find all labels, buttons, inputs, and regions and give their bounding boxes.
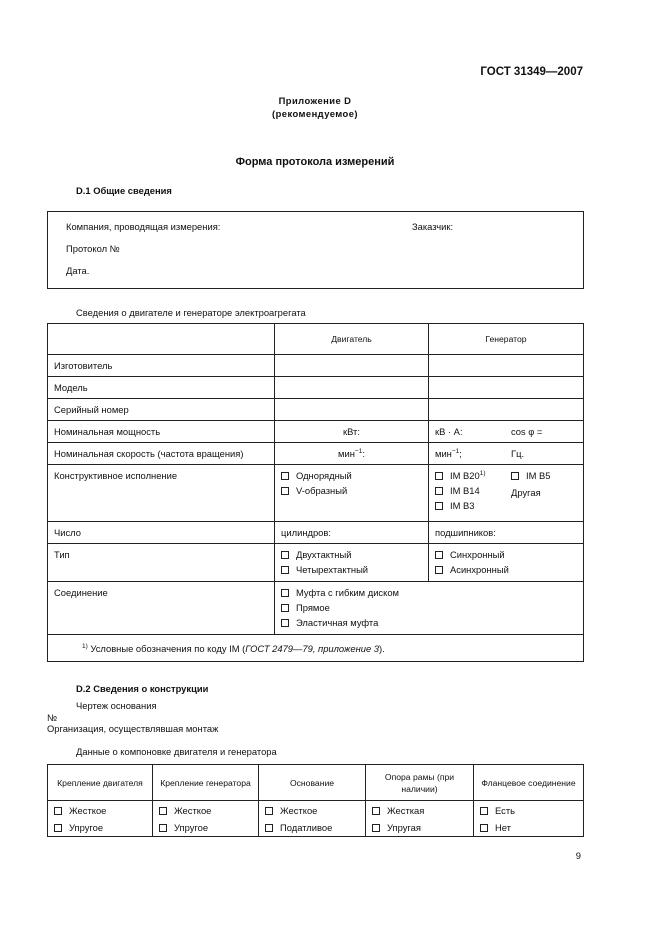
type-asynchronous-option[interactable]: Асинхронный xyxy=(435,564,577,575)
header-frame-support: Опора рамы (при наличии) xyxy=(366,765,474,801)
generator-mount-rigid-option[interactable]: Жесткое xyxy=(159,805,252,816)
section-d2-heading: D.2 Сведения о конструкции xyxy=(76,683,209,694)
header-engine: Двигатель xyxy=(275,324,429,355)
checkbox[interactable] xyxy=(435,502,443,510)
design-im-b3-option[interactable]: IM B3 xyxy=(435,500,577,511)
model-generator-cell xyxy=(429,377,584,399)
engine-mount-rigid-option[interactable]: Жесткое xyxy=(54,805,146,816)
checkbox[interactable] xyxy=(159,824,167,832)
frame-support-rigid-option[interactable]: Жесткая xyxy=(372,805,467,816)
connection-flex-disc-option[interactable]: Муфта с гибким диском xyxy=(281,587,577,598)
header-empty-cell xyxy=(48,324,275,355)
design-other-label: Другая xyxy=(511,487,541,498)
checkbox[interactable] xyxy=(265,807,273,815)
base-rigid-option[interactable]: Жесткое xyxy=(265,805,359,816)
checkbox[interactable] xyxy=(54,807,62,815)
section-d1-heading: D.1 Общие сведения xyxy=(76,185,172,196)
form-title: Форма протокола измерений xyxy=(235,156,395,168)
table-footnote: $^{1)}$ Условные обозначения по коду IM (ГОСТ 2479—79, приложение 3). xyxy=(48,635,584,662)
count-cylinders: цилиндров: xyxy=(275,522,429,544)
flange-no-option[interactable]: Нет xyxy=(480,822,577,833)
row-serial-label: Серийный номер xyxy=(48,399,275,421)
power-generator-cell xyxy=(429,421,584,443)
customer-label: Заказчик: xyxy=(412,221,454,232)
date-label: Дата. xyxy=(66,265,90,276)
design-engine-cell xyxy=(275,465,429,522)
checkbox[interactable] xyxy=(435,472,443,480)
drawing-label: Чертеж основания xyxy=(76,700,157,711)
base-compliant-option[interactable]: Податливое xyxy=(265,822,359,833)
row-type-label: Тип xyxy=(48,544,275,582)
speed-engine-unit: мин$^{-1}$: xyxy=(275,443,429,465)
checkbox[interactable] xyxy=(435,566,443,574)
checkbox[interactable] xyxy=(159,807,167,815)
base-options xyxy=(259,801,366,837)
checkbox[interactable] xyxy=(281,551,289,559)
checkbox[interactable] xyxy=(511,472,519,480)
protocol-label: Протокол № xyxy=(66,243,120,254)
power-cos-phi: cos φ = xyxy=(511,426,543,437)
checkbox[interactable] xyxy=(435,487,443,495)
power-generator-unit: кВ · А: xyxy=(435,426,463,437)
layout-caption: Данные о компоновке двигателя и генератора xyxy=(76,746,277,757)
checkbox[interactable] xyxy=(281,472,289,480)
flange-yes-option[interactable]: Есть xyxy=(480,805,577,816)
header-generator-mount: Крепление генератора xyxy=(153,765,259,801)
speed-hz: Гц. xyxy=(511,448,525,459)
engine-mount-options xyxy=(48,801,153,837)
frame-support-elastic-option[interactable]: Упругая xyxy=(372,822,467,833)
type-engine-cell xyxy=(275,544,429,582)
flange-options xyxy=(474,801,584,837)
power-engine-unit: кВт: xyxy=(275,421,429,443)
row-speed-label: Номинальная скорость (частота вращения) xyxy=(48,443,275,465)
generator-mount-options xyxy=(153,801,259,837)
manufacturer-engine-cell xyxy=(275,355,429,377)
checkbox[interactable] xyxy=(281,604,289,612)
number-sign: № xyxy=(47,712,58,723)
connection-options-cell xyxy=(275,582,584,635)
checkbox[interactable] xyxy=(480,824,488,832)
speed-generator-unit: мин$^{-1}$; xyxy=(435,447,462,459)
engine-generator-table xyxy=(47,323,584,662)
checkbox[interactable] xyxy=(54,824,62,832)
checkbox[interactable] xyxy=(281,619,289,627)
serial-engine-cell xyxy=(275,399,429,421)
checkbox[interactable] xyxy=(372,807,380,815)
checkbox[interactable] xyxy=(435,551,443,559)
document-code: ГОСТ 31349—2007 xyxy=(480,66,583,78)
manufacturer-generator-cell xyxy=(429,355,584,377)
checkbox[interactable] xyxy=(480,807,488,815)
row-design-label: Конструктивное исполнение xyxy=(48,465,275,522)
general-info-box xyxy=(47,211,584,289)
design-v-type-option[interactable]: V-образный xyxy=(281,485,422,496)
row-power-label: Номинальная мощность xyxy=(48,421,275,443)
checkbox[interactable] xyxy=(281,566,289,574)
engine-generator-caption: Сведения о двигателе и генераторе электроагрегата xyxy=(76,307,306,318)
layout-table xyxy=(47,764,584,837)
model-engine-cell xyxy=(275,377,429,399)
header-base: Основание xyxy=(259,765,366,801)
company-label: Компания, проводящая измерения: xyxy=(66,221,221,232)
connection-direct-option[interactable]: Прямое xyxy=(281,602,577,613)
type-two-stroke-option[interactable]: Двухтактный xyxy=(281,549,422,560)
page-number: 9 xyxy=(575,850,581,861)
count-bearings: подшипников: xyxy=(429,522,584,544)
design-im-b5-option[interactable]: IM B5 xyxy=(511,470,551,481)
type-generator-cell xyxy=(429,544,584,582)
checkbox[interactable] xyxy=(281,487,289,495)
frame-support-options xyxy=(366,801,474,837)
engine-mount-elastic-option[interactable]: Упругое xyxy=(54,822,146,833)
row-connection-label: Соединение xyxy=(48,582,275,635)
type-synchronous-option[interactable]: Синхронный xyxy=(435,549,577,560)
type-four-stroke-option[interactable]: Четырехтактный xyxy=(281,564,422,575)
generator-mount-elastic-option[interactable]: Упругое xyxy=(159,822,252,833)
row-model-label: Модель xyxy=(48,377,275,399)
header-generator: Генератор xyxy=(429,324,584,355)
serial-generator-cell xyxy=(429,399,584,421)
design-im-b20-option[interactable]: IM B20$^{1)}$ xyxy=(435,470,577,481)
installer-label: Организация, осуществлявшая монтаж xyxy=(47,723,219,734)
row-count-label: Число xyxy=(48,522,275,544)
speed-generator-cell xyxy=(429,443,584,465)
header-flange: Фланцевое соединение xyxy=(474,765,584,801)
checkbox[interactable] xyxy=(265,824,273,832)
design-im-b14-option[interactable]: IM B14 xyxy=(435,485,577,496)
appendix-title: Приложение D xyxy=(278,95,352,106)
connection-elastic-option[interactable]: Эластичная муфта xyxy=(281,617,577,628)
row-manufacturer-label: Изготовитель xyxy=(48,355,275,377)
header-engine-mount: Крепление двигателя xyxy=(48,765,153,801)
design-generator-cell xyxy=(429,465,584,522)
checkbox[interactable] xyxy=(372,824,380,832)
appendix-subtitle: (рекомендуемое) xyxy=(272,108,358,119)
design-single-row-option[interactable]: Однорядный xyxy=(281,470,422,481)
checkbox[interactable] xyxy=(281,589,289,597)
